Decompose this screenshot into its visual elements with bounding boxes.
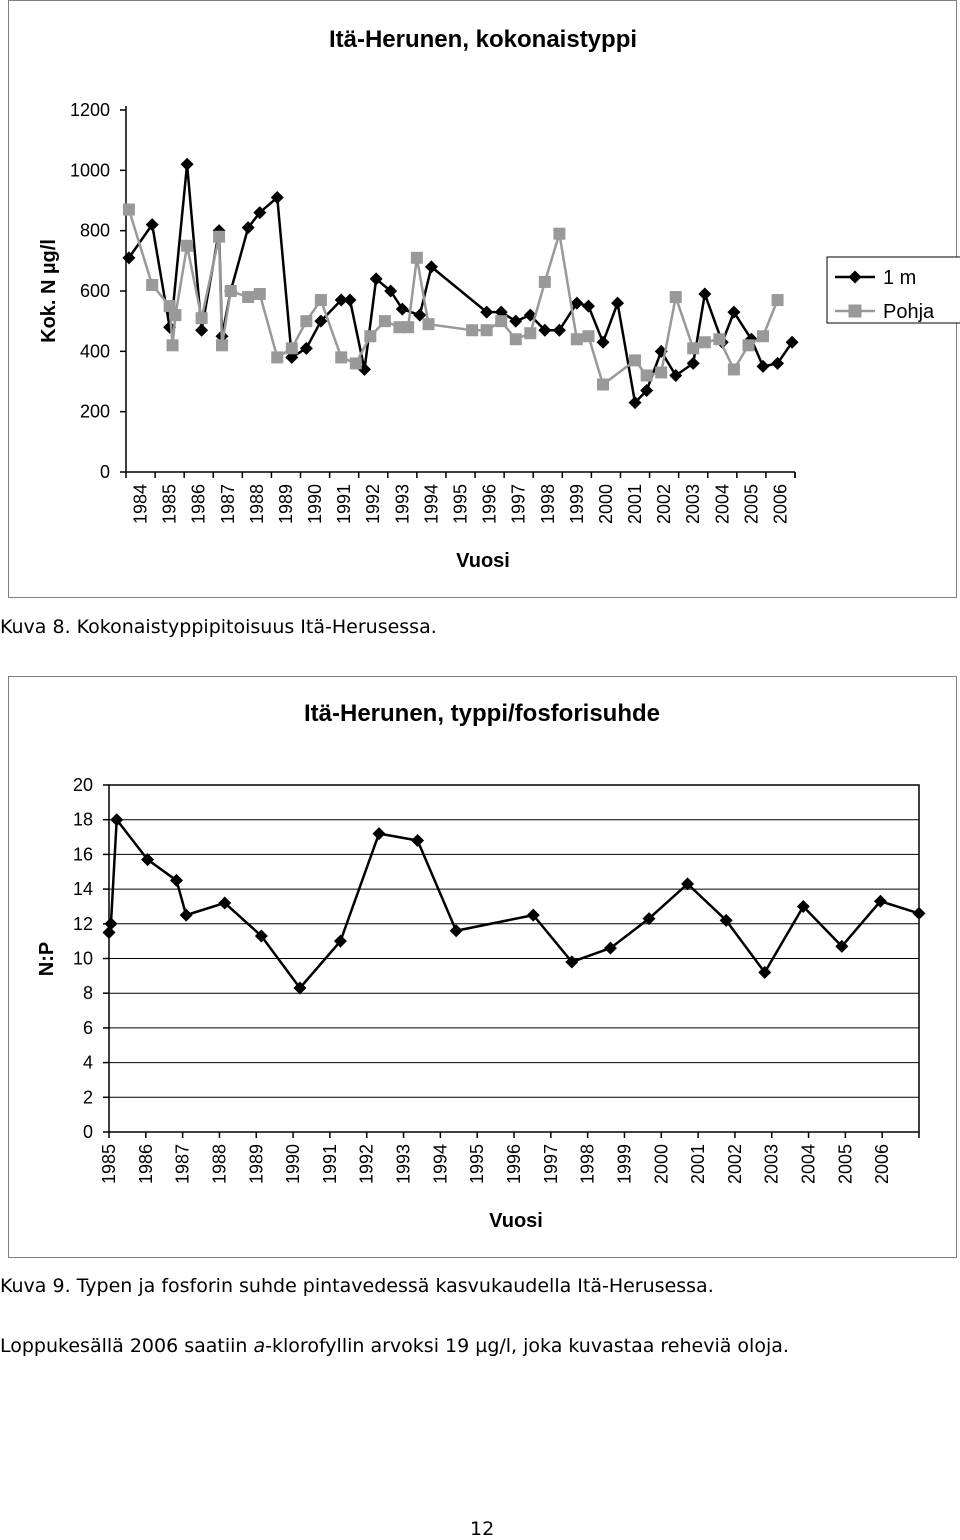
data-point xyxy=(343,294,356,307)
data-point xyxy=(195,324,208,337)
y-tick-label: 6 xyxy=(82,1017,93,1038)
x-tick-label: 1985 xyxy=(99,1144,119,1185)
x-tick-label: 1988 xyxy=(209,1144,230,1185)
x-tick-label: 2004 xyxy=(798,1144,819,1185)
y-tick-label: 12 xyxy=(72,913,93,934)
x-tick-label: 1992 xyxy=(356,1144,377,1185)
x-tick-label: 1997 xyxy=(540,1144,561,1185)
figure-caption: Kuva 8. Kokonaistyppipitoisuus Itä-Herusessa. xyxy=(0,616,437,638)
y-tick-label: 400 xyxy=(79,341,110,362)
x-tick-label: 1989 xyxy=(275,484,296,525)
y-tick-label: 18 xyxy=(72,809,93,830)
chart-title: Itä-Herunen, typpi/fosforisuhde xyxy=(303,700,661,727)
chart-np-ratio xyxy=(8,676,957,1258)
data-point xyxy=(742,339,754,351)
y-axis-title: N:P xyxy=(36,941,58,977)
chart-nitrogen-svg xyxy=(9,1,956,597)
data-point xyxy=(181,240,193,252)
figure-caption: Kuva 9. Typen ja fosforin suhde pintavedessä kasvukaudella Itä-Herusessa. xyxy=(0,1275,714,1297)
x-tick-label: 1993 xyxy=(392,484,413,525)
y-tick-label: 16 xyxy=(72,844,93,865)
data-point xyxy=(225,285,237,297)
y-tick-label: 1000 xyxy=(69,160,110,181)
y-tick-label: 4 xyxy=(82,1052,93,1073)
x-tick-label: 1991 xyxy=(319,1144,340,1185)
data-point xyxy=(271,351,283,363)
page-number: 12 xyxy=(470,1518,495,1540)
body-text-end: -klorofyllin arvoksi 19 µg/l, joka kuvastaa reheviä oloja. xyxy=(265,1335,789,1357)
x-tick-label: 2005 xyxy=(835,1144,856,1185)
x-tick-label: 2004 xyxy=(712,484,733,525)
chart-nitrogen xyxy=(8,0,957,598)
data-point xyxy=(411,834,424,847)
data-point xyxy=(254,288,266,300)
legend-marker xyxy=(849,305,862,318)
x-tick-label: 1987 xyxy=(172,1144,193,1185)
data-point xyxy=(242,291,254,303)
y-tick-label: 20 xyxy=(72,775,93,795)
data-point xyxy=(123,204,135,216)
data-point xyxy=(582,300,595,313)
data-point xyxy=(553,228,565,240)
data-point xyxy=(757,360,770,373)
data-point xyxy=(699,336,711,348)
data-point xyxy=(396,303,409,316)
x-tick-label: 1987 xyxy=(217,484,238,525)
data-point xyxy=(655,366,667,378)
y-tick-label: 14 xyxy=(72,879,93,900)
data-point xyxy=(772,294,784,306)
data-point xyxy=(402,321,414,333)
x-tick-label: 2005 xyxy=(741,484,762,525)
data-point xyxy=(315,294,327,306)
x-tick-label: 1986 xyxy=(135,1144,156,1185)
x-tick-label: 1990 xyxy=(283,1144,304,1185)
x-tick-label: 2001 xyxy=(688,1144,709,1185)
data-point xyxy=(300,315,312,327)
data-point xyxy=(450,924,463,937)
data-point xyxy=(373,827,386,840)
x-tick-label: 1999 xyxy=(614,1144,635,1185)
x-tick-label: 1984 xyxy=(130,484,151,525)
x-tick-label: 2000 xyxy=(651,1144,672,1185)
data-point xyxy=(524,327,536,339)
legend-label: 1 m xyxy=(883,267,917,289)
x-tick-label: 1985 xyxy=(159,484,180,525)
data-point xyxy=(571,333,583,345)
x-tick-label: 1998 xyxy=(537,484,558,525)
chart-np-ratio-svg xyxy=(9,677,956,1257)
data-point xyxy=(509,315,522,328)
legend-label: Pohja xyxy=(883,301,935,323)
data-point xyxy=(213,231,225,243)
x-tick-label: 2002 xyxy=(654,484,675,525)
data-point xyxy=(698,288,711,301)
y-tick-label: 8 xyxy=(82,983,93,1004)
data-point xyxy=(597,379,609,391)
data-point xyxy=(350,357,362,369)
data-point xyxy=(104,917,117,930)
data-point xyxy=(196,312,208,324)
x-axis-title: Vuosi xyxy=(489,1210,543,1232)
x-axis-title: Vuosi xyxy=(456,550,510,572)
data-point xyxy=(466,324,478,336)
data-point xyxy=(379,315,391,327)
data-point xyxy=(913,907,926,920)
x-tick-label: 1995 xyxy=(450,484,471,525)
data-point xyxy=(727,306,740,319)
series-line xyxy=(109,820,919,988)
data-point xyxy=(216,339,228,351)
x-tick-label: 2003 xyxy=(683,484,704,525)
data-point xyxy=(181,158,194,171)
data-point xyxy=(757,330,769,342)
x-tick-label: 1990 xyxy=(305,484,326,525)
data-point xyxy=(670,291,682,303)
x-tick-label: 1991 xyxy=(334,484,355,525)
x-tick-label: 1994 xyxy=(421,484,442,525)
data-point xyxy=(713,333,725,345)
x-tick-label: 1994 xyxy=(430,1144,451,1185)
data-point xyxy=(687,342,699,354)
data-point xyxy=(335,351,347,363)
x-tick-label: 1999 xyxy=(566,484,587,525)
data-point xyxy=(495,315,507,327)
x-tick-label: 2000 xyxy=(595,484,616,525)
data-point xyxy=(146,279,158,291)
y-tick-label: 2 xyxy=(82,1087,93,1108)
data-point xyxy=(411,252,423,264)
x-tick-label: 1998 xyxy=(577,1144,598,1185)
y-tick-label: 0 xyxy=(82,1122,93,1142)
x-tick-label: 1997 xyxy=(508,484,529,525)
body-text-italic: a xyxy=(253,1335,266,1357)
x-tick-label: 2001 xyxy=(625,484,646,525)
y-tick-label: 1200 xyxy=(69,100,110,120)
x-tick-label: 1996 xyxy=(504,1144,524,1185)
x-tick-label: 1986 xyxy=(188,484,209,525)
data-point xyxy=(169,309,181,321)
data-point xyxy=(728,363,740,375)
x-tick-label: 1996 xyxy=(479,484,500,525)
x-tick-label: 2003 xyxy=(761,1144,782,1185)
y-tick-label: 200 xyxy=(79,401,110,422)
data-point xyxy=(641,369,653,381)
data-point xyxy=(286,342,298,354)
data-point xyxy=(423,318,435,330)
data-point xyxy=(611,297,624,310)
x-tick-label: 2002 xyxy=(724,1144,745,1185)
x-tick-label: 1988 xyxy=(246,484,267,525)
data-point xyxy=(180,909,193,922)
y-tick-label: 600 xyxy=(79,281,110,301)
y-tick-label: 0 xyxy=(99,462,110,482)
data-point xyxy=(553,324,566,337)
y-tick-label: 10 xyxy=(72,948,93,969)
data-point xyxy=(300,342,313,355)
data-point xyxy=(167,339,179,351)
data-point xyxy=(481,324,493,336)
body-text-start: Loppukesällä 2006 saatiin xyxy=(0,1335,254,1357)
x-tick-label: 1995 xyxy=(467,1144,488,1185)
data-point xyxy=(510,333,522,345)
data-point xyxy=(582,330,594,342)
body-paragraph xyxy=(0,1335,789,1357)
x-tick-label: 2006 xyxy=(770,484,791,525)
data-point xyxy=(597,336,610,349)
chart-title: Itä-Herunen, kokonaistyppi xyxy=(328,26,638,53)
y-axis-title: Kok. N µg/l xyxy=(38,239,60,343)
x-tick-label: 1993 xyxy=(393,1144,414,1185)
x-tick-label: 1989 xyxy=(246,1144,267,1185)
data-point xyxy=(629,354,641,366)
y-tick-label: 800 xyxy=(79,220,110,241)
x-tick-label: 2006 xyxy=(872,1144,893,1185)
x-tick-label: 1992 xyxy=(363,484,384,525)
data-point xyxy=(364,330,376,342)
data-point xyxy=(539,276,551,288)
